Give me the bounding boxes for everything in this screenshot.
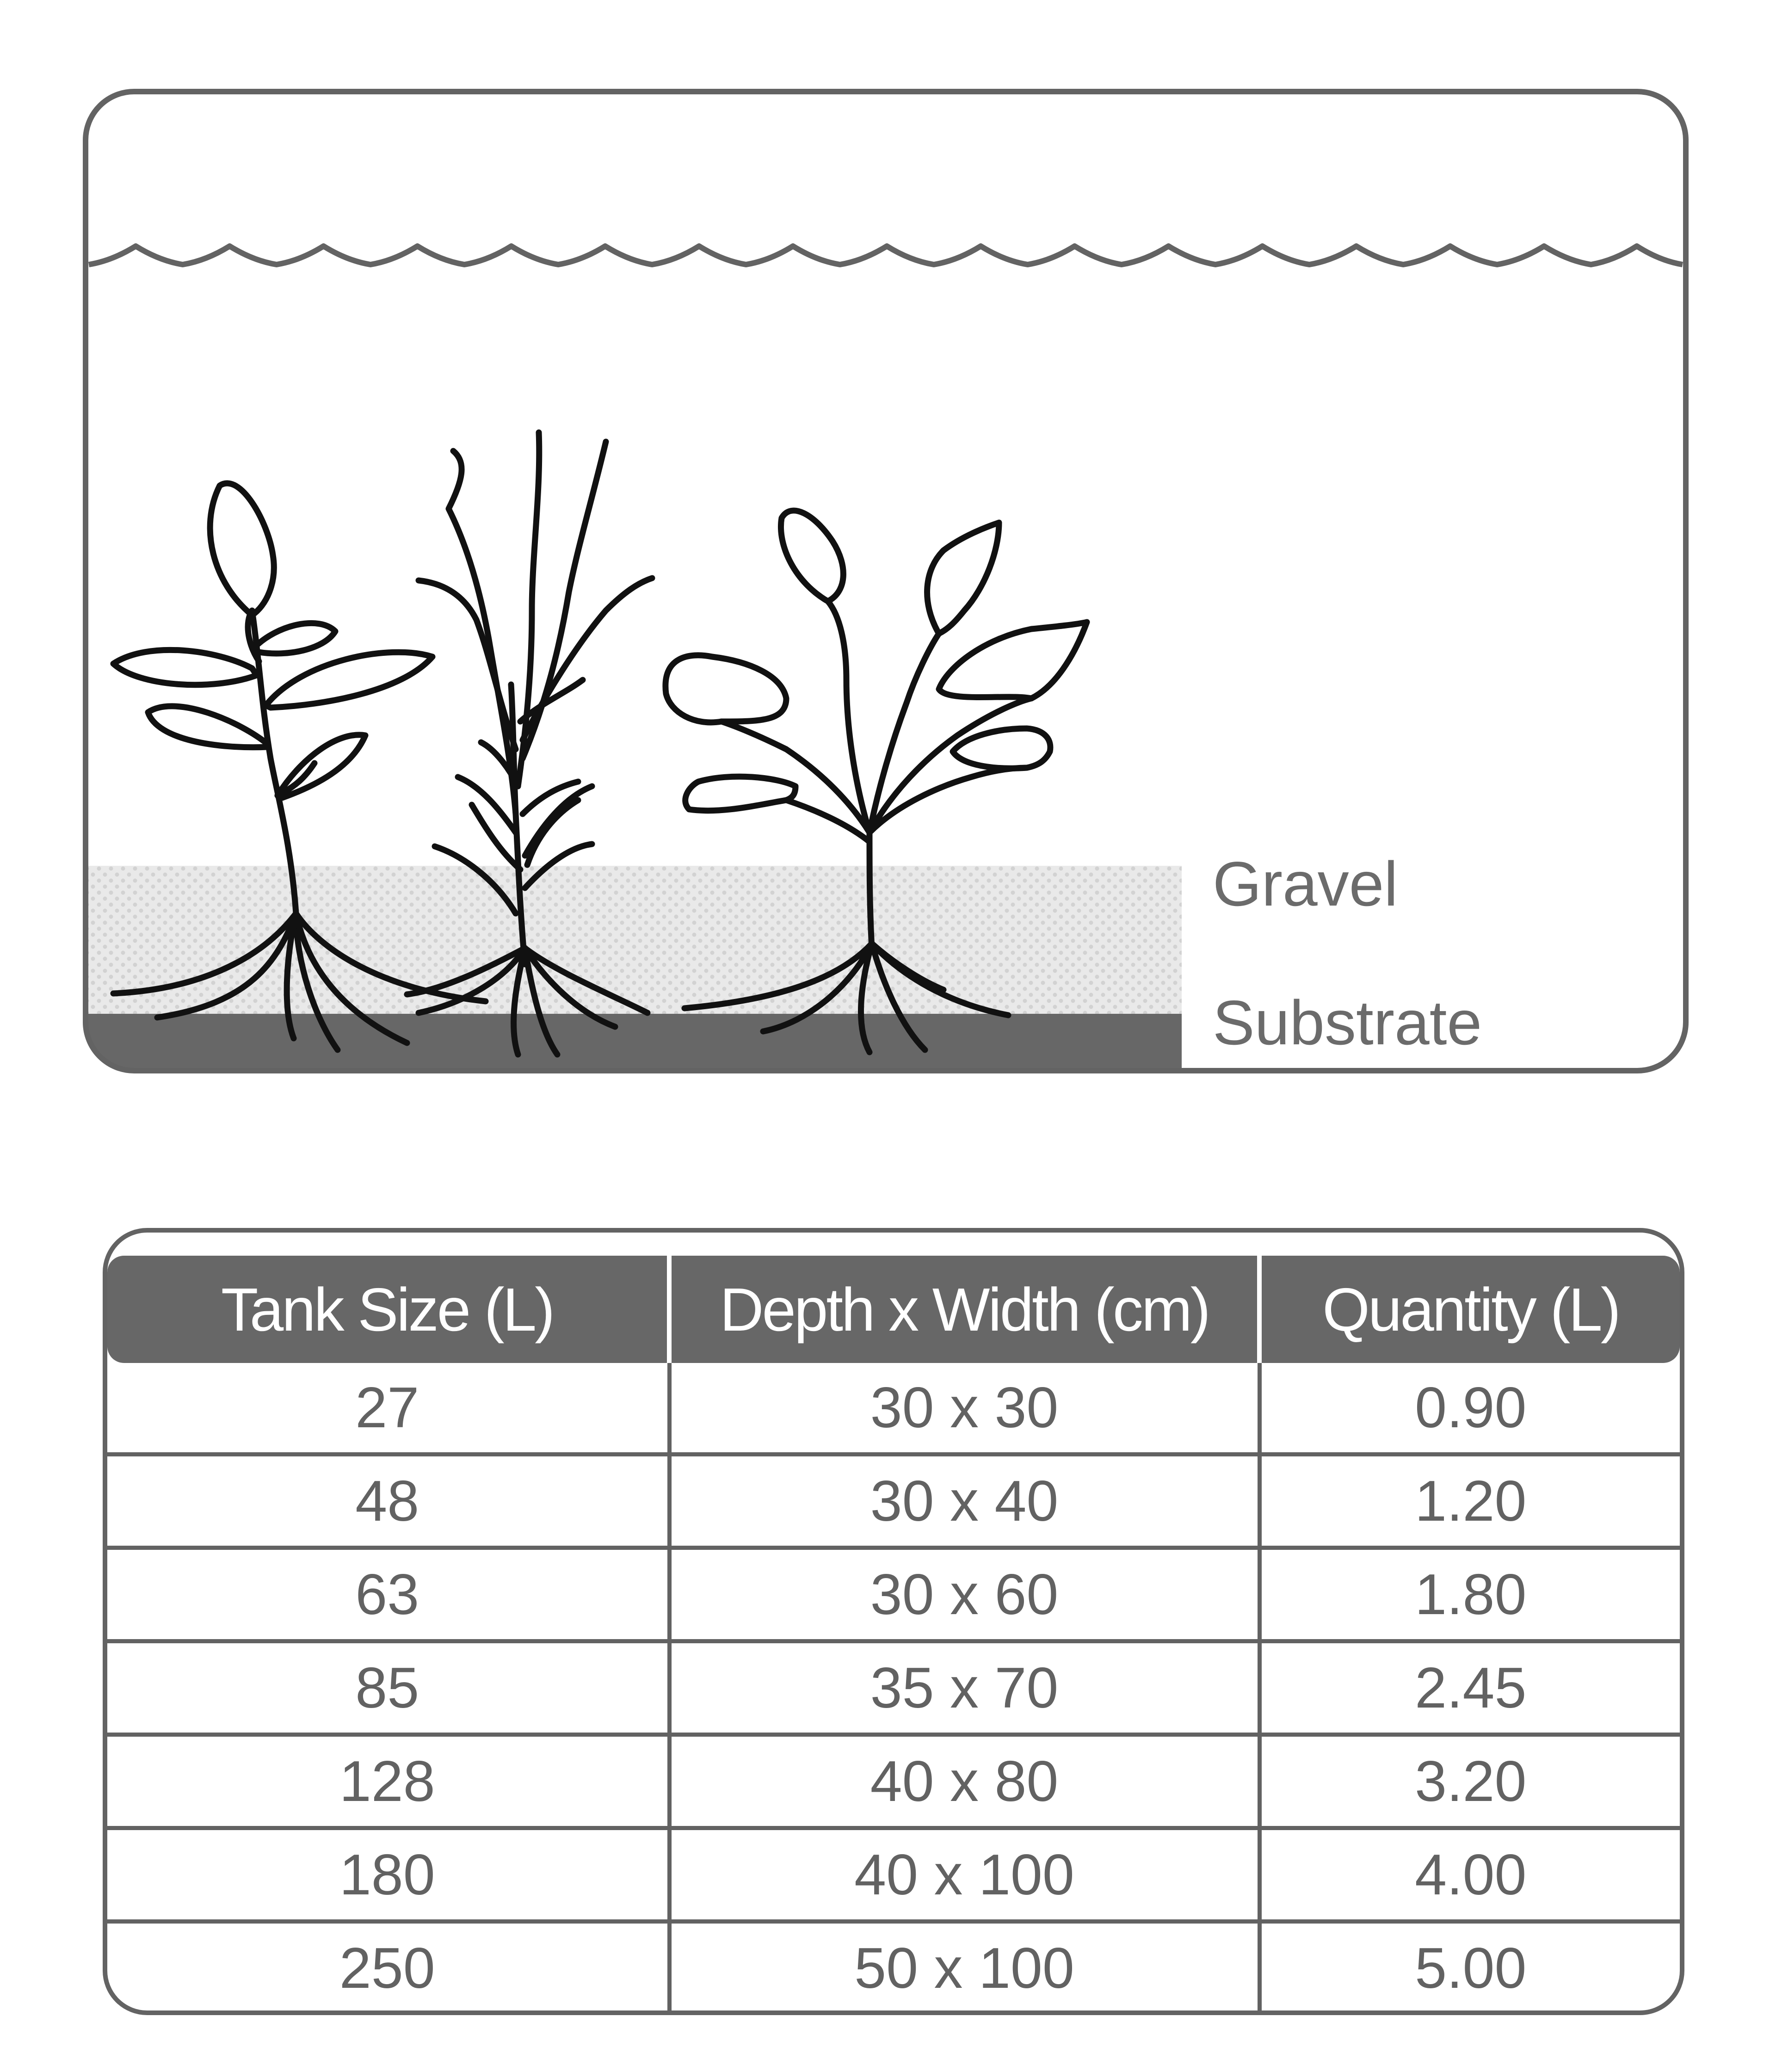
quantity-cell: 4.00 <box>1259 1828 1680 1922</box>
gravel-label: Gravel <box>1213 849 1398 919</box>
dimensions-cell: 30 x 30 <box>669 1363 1259 1455</box>
water-surface-wave <box>89 246 1683 265</box>
tank-size-cell: 63 <box>107 1548 669 1641</box>
tank-size-cell: 180 <box>107 1828 669 1922</box>
tank-size-cell: 250 <box>107 1922 669 2013</box>
table-row <box>107 1735 1680 1828</box>
substrate-label: Substrate <box>1213 987 1482 1058</box>
tank-size-cell: 85 <box>107 1641 669 1735</box>
table-row <box>107 1641 1680 1735</box>
quantity-cell: 3.20 <box>1259 1735 1680 1828</box>
column-header-quantity: Quantity (L) <box>1259 1256 1680 1363</box>
dimensions-cell: 50 x 100 <box>669 1922 1259 2013</box>
dimensions-cell: 35 x 70 <box>669 1641 1259 1735</box>
tank-size-table-frame <box>103 1228 1684 2015</box>
table-row <box>107 1455 1680 1548</box>
quantity-cell: 1.20 <box>1259 1455 1680 1548</box>
tank-size-cell: 48 <box>107 1455 669 1548</box>
quantity-cell: 2.45 <box>1259 1641 1680 1735</box>
dimensions-cell: 30 x 40 <box>669 1455 1259 1548</box>
quantity-cell: 0.90 <box>1259 1363 1680 1455</box>
quantity-cell: 1.80 <box>1259 1548 1680 1641</box>
column-header-tank-size: Tank Size (L) <box>107 1256 669 1363</box>
gravel-layer <box>86 866 1182 1014</box>
tank-size-cell: 27 <box>355 1375 419 1440</box>
tank-size-cell: 128 <box>107 1735 669 1828</box>
tank-size-table <box>107 1256 1680 2013</box>
table-row <box>107 1548 1680 1641</box>
column-header-depth-width: Depth x Width (cm) <box>669 1256 1259 1363</box>
table-row <box>107 1922 1680 2013</box>
table-row <box>107 1828 1680 1922</box>
dimensions-cell: 30 x 60 <box>669 1548 1259 1641</box>
dimensions-cell: 40 x 80 <box>669 1735 1259 1828</box>
quantity-cell: 5.00 <box>1259 1922 1680 2013</box>
table-row <box>107 1363 1680 1455</box>
table-header-row <box>107 1256 1680 1363</box>
dimensions-cell: 40 x 100 <box>669 1828 1259 1922</box>
